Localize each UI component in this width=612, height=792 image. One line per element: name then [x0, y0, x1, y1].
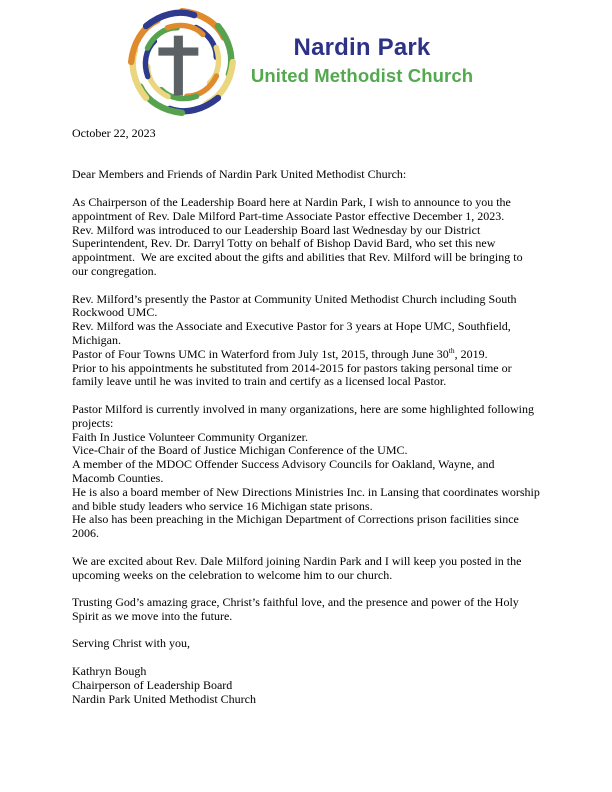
signature-block — [72, 665, 560, 706]
letter-paragraph: Trusting God’s amazing grace, Christ’s faithful love, and the presence and power of the Holy Spirit as we move into the future. — [72, 595, 519, 623]
letter-content — [72, 127, 560, 706]
signature-name: Kathryn Bough — [72, 664, 147, 679]
letter-date: October 22, 2023 — [72, 126, 156, 140]
salutation: Dear Members and Friends of Nardin Park United Methodist Church: — [72, 167, 407, 182]
letter-body — [72, 196, 560, 624]
letterhead-titles — [240, 35, 484, 86]
letterhead — [0, 0, 612, 122]
valediction: Serving Christ with you, — [72, 636, 191, 651]
church-denomination: United Methodist Church — [250, 65, 474, 87]
signature-title: Chairperson of Leadership Board — [72, 677, 233, 692]
cross-icon — [158, 36, 198, 96]
letter-paragraph: We are excited about Rev. Dale Milford joining Nardin Park and I will keep you posted in the upcoming weeks on the celebration to welcome him to our church. — [72, 553, 522, 582]
signature-organization: Nardin Park United Methodist Church — [72, 691, 256, 706]
letter-paragraph: Pastor Milford is currently involved in many organizations, here are some highlighted following projects: Faith In Justice Volunteer Community Organizer. Vice-Chair of the Board of Justice Michigan Conference of the UMC. A member of the MDOC Offender Success Advisory Councils for Oakland, Wayne, and Macomb Counties. He is also a board member of New Directions Ministries Inc. in Lansing that coordinates worship and bible study leaders who service 16 Michigan state prisons. He also has been preaching in the Michigan Department of Corrections prison facilities since 2006. — [72, 401, 540, 541]
church-swirl-logo-icon — [117, 3, 247, 126]
church-name: Nardin Park — [293, 34, 431, 61]
letter-paragraph: As Chairperson of the Leadership Board here at Nardin Park, I wish to announce to you the appointment of Rev. Dale Milford Part-time Associate Pastor effective December 1, 2023. Rev. Milford was introduced to our Leadership Board last Wednesday by our District Superintendent, Rev. Dr. Darryl Totty on behalf of Bishop David Bard, who set this new appointment. We are excited about the gifts and abilities that Rev. Milford will be bringing to our congregation. — [72, 194, 523, 278]
letter-paragraph: Rev. Milford’s presently the Pastor at Community United Methodist Church including South Rockwood UMC. Rev. Milford was the Associate and Executive Pastor for 3 years at Hope UMC, Southfield, Michigan. Pastor of Four Towns UMC in Waterford from July 1st, 2015, through June 30th, 2019. Prior to his appointments he substituted from 2014-2015 for pastors taking personal time or family leave until he was invited to train and certify as a licensed local Pastor. — [72, 291, 517, 389]
